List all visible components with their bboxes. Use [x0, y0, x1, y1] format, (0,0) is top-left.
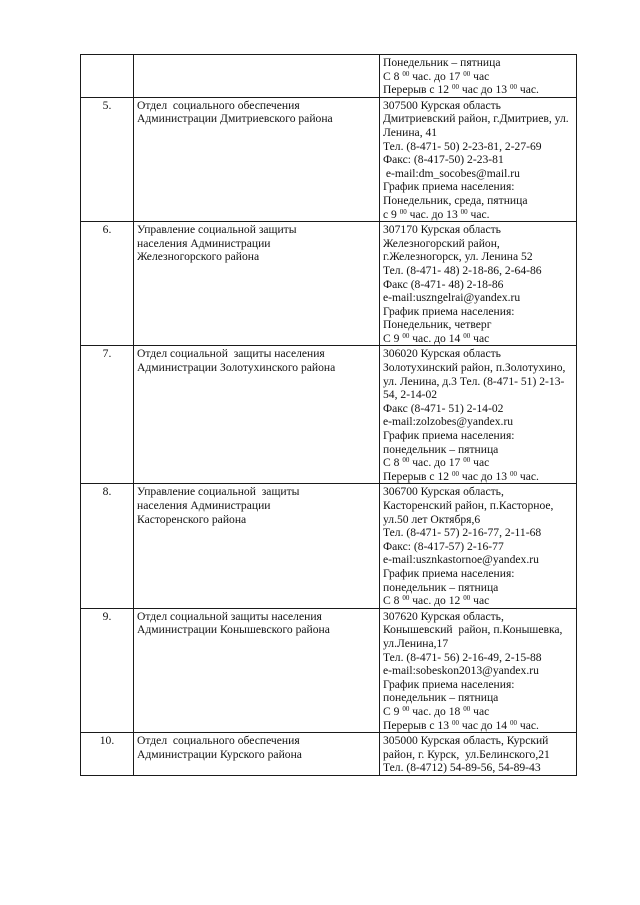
text-segment: Тел. (8-471- 48) 2-18-86, 2-64-86 [383, 263, 542, 277]
text-segment: График приема населения: [383, 677, 515, 691]
contact-info-line [383, 264, 573, 278]
organization-cell [134, 733, 380, 776]
superscript-minutes: 00 [463, 456, 471, 465]
contact-info-line [383, 402, 573, 416]
text-segment: час [470, 331, 490, 345]
text-segment: С 8 [383, 69, 403, 83]
row-number-cell [81, 346, 134, 484]
table-row [81, 608, 577, 732]
table-row [81, 97, 577, 221]
organization-cell [134, 346, 380, 484]
text-segment: Тел. (8-471- 56) 2-16-49, 2-15-88 [383, 650, 542, 664]
row-number: 6. [102, 223, 112, 237]
row-number-cell [81, 484, 134, 608]
superscript-minutes: 00 [509, 469, 517, 478]
text-segment: Перерыв с 13 [383, 718, 452, 732]
row-number-cell [81, 608, 134, 732]
organization-name-line: Управление социальной защиты [137, 485, 300, 499]
text-segment: Золотухинский район, п.Золотухино, [383, 361, 566, 375]
superscript-minutes: 00 [509, 718, 517, 727]
contact-info-line [383, 553, 573, 567]
text-segment: час. до 17 [409, 456, 464, 470]
text-segment: График приема населения: [383, 429, 515, 443]
superscript-minutes: 00 [451, 83, 459, 92]
text-segment: 307620 Курская область, [383, 609, 504, 623]
text-segment: час [470, 594, 490, 608]
text-segment: e-mail:usznkastornoe@yandex.ru [383, 553, 539, 567]
superscript-minutes: 00 [463, 704, 471, 713]
text-segment: 54, 2-14-02 [383, 388, 438, 402]
contact-info-line [383, 499, 573, 513]
contact-info-line [383, 70, 573, 84]
contact-info-line [383, 678, 573, 692]
contact-info-cell [380, 346, 577, 484]
organization-name-line: Администрации Дмитриевского района [137, 112, 333, 126]
text-segment: С 8 [383, 456, 403, 470]
text-segment: Железногорский район, [383, 236, 500, 250]
text-segment: час. до 17 [409, 69, 464, 83]
contact-info-line [383, 126, 573, 140]
text-segment: г.Железногорск, ул. Ленина 52 [383, 250, 533, 264]
organization-name-line: Железногорского района [137, 250, 260, 264]
contact-info-line [383, 705, 573, 719]
text-segment: Ленина, 41 [383, 125, 438, 139]
contact-info-line [383, 429, 573, 443]
text-segment: С 9 [383, 704, 403, 718]
row-number: 10. [99, 734, 115, 748]
text-segment: час. [516, 718, 539, 732]
text-segment: час. до 12 [409, 594, 464, 608]
contact-info-line [383, 526, 573, 540]
contact-info-line [383, 208, 573, 222]
contact-info-line [383, 719, 573, 733]
superscript-minutes: 00 [460, 207, 468, 216]
text-segment: час [470, 456, 490, 470]
row-number-cell [81, 222, 134, 346]
contact-info-line [383, 761, 573, 775]
contact-info-line [383, 388, 573, 402]
text-segment: час до 14 [458, 718, 510, 732]
table-row [81, 484, 577, 608]
text-segment: ул.Ленина,17 [383, 636, 449, 650]
contact-info-line [383, 415, 573, 429]
contact-info-line [383, 637, 573, 651]
superscript-minutes: 00 [451, 469, 459, 478]
contact-info-line [383, 513, 573, 527]
contact-info-line [383, 112, 573, 126]
organization-name-line: Администрации Конышевского района [137, 623, 330, 637]
text-segment: 307170 Курская область [383, 223, 501, 237]
contact-info-cell [380, 608, 577, 732]
text-segment: час до 13 [458, 83, 510, 97]
table-row [81, 733, 577, 776]
text-segment: с 9 [383, 207, 400, 221]
text-segment: Факс: (8-417-50) 2-23-81 [383, 153, 504, 167]
contact-info-line [383, 567, 573, 581]
contact-info-line [383, 347, 573, 361]
contact-info-line [383, 651, 573, 665]
row-number: 5. [102, 98, 112, 112]
text-segment: час [470, 704, 490, 718]
contact-info-cell [380, 484, 577, 608]
contact-info-line [383, 332, 573, 346]
text-segment: час. [516, 83, 539, 97]
text-segment: ул. Ленина, д.3 Тел. (8-471- 51) 2-13- [383, 374, 565, 388]
superscript-minutes: 00 [509, 83, 517, 92]
row-number-cell [81, 55, 134, 98]
contact-info-cell [380, 733, 577, 776]
contact-info-line [383, 305, 573, 319]
row-number: 8. [102, 485, 112, 499]
organization-cell [134, 608, 380, 732]
contact-info-line [383, 153, 573, 167]
contact-info-line [383, 748, 573, 762]
superscript-minutes: 00 [399, 207, 407, 216]
row-number-cell [81, 733, 134, 776]
organization-cell [134, 484, 380, 608]
text-segment: Тел. (8-471- 57) 2-16-77, 2-11-68 [383, 526, 542, 540]
row-number-cell [81, 97, 134, 221]
text-segment: С 8 [383, 594, 403, 608]
text-segment: Дмитриевский район, г.Дмитриев, ул. [383, 112, 569, 126]
row-number: 7. [102, 347, 112, 361]
table-body [81, 55, 577, 776]
text-segment: Конышевский район, п.Конышевка, [383, 623, 563, 637]
text-segment: район, г. Курск, ул.Белинского,21 [383, 747, 550, 761]
text-segment: e-mail:zolzobes@yandex.ru [383, 415, 514, 429]
text-segment: С 9 [383, 331, 403, 345]
text-segment: 306700 Курская область, [383, 485, 504, 499]
contact-info-cell [380, 55, 577, 98]
text-segment: Тел. (8-4712) 54-89-56, 54-89-43 [383, 761, 541, 775]
text-segment: 307500 Курская область [383, 98, 501, 112]
table-row [81, 55, 577, 98]
organization-name-line: Отдел социальной защиты населения [137, 609, 322, 623]
contact-info-line [383, 83, 573, 97]
text-segment: Перерыв с 12 [383, 83, 452, 97]
organization-name-line: Касторенского района [137, 512, 247, 526]
contact-info-line [383, 623, 573, 637]
text-segment: час до 13 [458, 469, 510, 483]
text-segment: понедельник – пятница [383, 580, 499, 594]
row-number: 9. [102, 609, 112, 623]
superscript-minutes: 00 [402, 594, 410, 603]
superscript-minutes: 00 [402, 704, 410, 713]
contact-info-line [383, 485, 573, 499]
text-segment: График приема населения: [383, 304, 515, 318]
contact-info-line [383, 581, 573, 595]
contact-info-line [383, 361, 573, 375]
table-row [81, 346, 577, 484]
superscript-minutes: 00 [463, 594, 471, 603]
text-segment: Факс: (8-417-57) 2-16-77 [383, 539, 504, 553]
contact-info-line [383, 250, 573, 264]
contact-info-line [383, 278, 573, 292]
text-segment: Понедельник – пятница [383, 56, 501, 69]
text-segment: час. [467, 207, 490, 221]
contact-info-line [383, 691, 573, 705]
contact-info-line [383, 443, 573, 457]
contact-info-line [383, 140, 573, 154]
text-segment: Факс (8-471- 48) 2-18-86 [383, 277, 504, 291]
superscript-minutes: 00 [463, 69, 471, 78]
text-segment: 305000 Курская область, Курский [383, 734, 549, 748]
organization-cell [134, 222, 380, 346]
contact-info-line [383, 99, 573, 113]
text-segment: График приема населения: [383, 566, 515, 580]
superscript-minutes: 00 [402, 331, 410, 340]
text-segment: Понедельник, четверг [383, 318, 492, 332]
contact-info-line [383, 375, 573, 389]
contact-info-cell [380, 222, 577, 346]
contact-info-line [383, 291, 573, 305]
text-segment: Тел. (8-471- 50) 2-23-81, 2-27-69 [383, 139, 542, 153]
organization-name-line: Администрации Золотухинского района [137, 361, 336, 375]
departments-table [80, 54, 577, 776]
organization-name-line: населения Администрации [137, 499, 271, 512]
text-segment: График приема населения: [383, 180, 515, 194]
organization-name-line: Администрации Курского района [137, 747, 302, 761]
text-segment: Перерыв с 12 [383, 469, 452, 483]
contact-info-line [383, 56, 573, 70]
contact-info-line [383, 734, 573, 748]
organization-name-line: Отдел социального обеспечения [137, 98, 300, 112]
contact-info-line [383, 470, 573, 484]
organization-cell [134, 97, 380, 221]
table-row [81, 222, 577, 346]
superscript-minutes: 00 [463, 331, 471, 340]
text-segment: 306020 Курская область [383, 347, 501, 361]
text-segment: Факс (8-471- 51) 2-14-02 [383, 401, 504, 415]
text-segment: час. до 13 [406, 207, 461, 221]
text-segment: Понедельник, среда, пятница [383, 193, 528, 207]
contact-info-line [383, 664, 573, 678]
organization-cell [134, 55, 380, 98]
organization-name-line: Отдел социального обеспечения [137, 734, 300, 748]
contact-info-line [383, 318, 573, 332]
contact-info-line [383, 594, 573, 608]
contact-info-line [383, 540, 573, 554]
organization-name-line: Отдел социальной защиты населения [137, 347, 325, 361]
contact-info-line [383, 180, 573, 194]
text-segment: e-mail:dm_socobes@mail.ru [383, 166, 520, 180]
text-segment: понедельник – пятница [383, 442, 499, 456]
superscript-minutes: 00 [402, 456, 410, 465]
organization-name-line: Управление социальной защиты [137, 223, 297, 237]
contact-info-line [383, 456, 573, 470]
text-segment: час. до 18 [409, 704, 464, 718]
contact-info-line [383, 237, 573, 251]
contact-info-line [383, 167, 573, 181]
text-segment: час [470, 69, 490, 83]
text-segment: ул.50 лет Октября,6 [383, 512, 481, 526]
contact-info-line [383, 223, 573, 237]
text-segment: Касторенский район, п.Касторное, [383, 499, 554, 512]
superscript-minutes: 00 [402, 69, 410, 78]
organization-name-line: населения Администрации [137, 236, 271, 250]
text-segment: e-mail:uszngelrai@yandex.ru [383, 291, 521, 305]
superscript-minutes: 00 [451, 718, 459, 727]
text-segment: e-mail:sobeskon2013@yandex.ru [383, 664, 539, 678]
text-segment: понедельник – пятница [383, 691, 499, 705]
contact-info-line [383, 610, 573, 624]
contact-info-cell [380, 97, 577, 221]
text-segment: час. [516, 469, 539, 483]
contact-info-line [383, 194, 573, 208]
text-segment: час. до 14 [409, 331, 464, 345]
